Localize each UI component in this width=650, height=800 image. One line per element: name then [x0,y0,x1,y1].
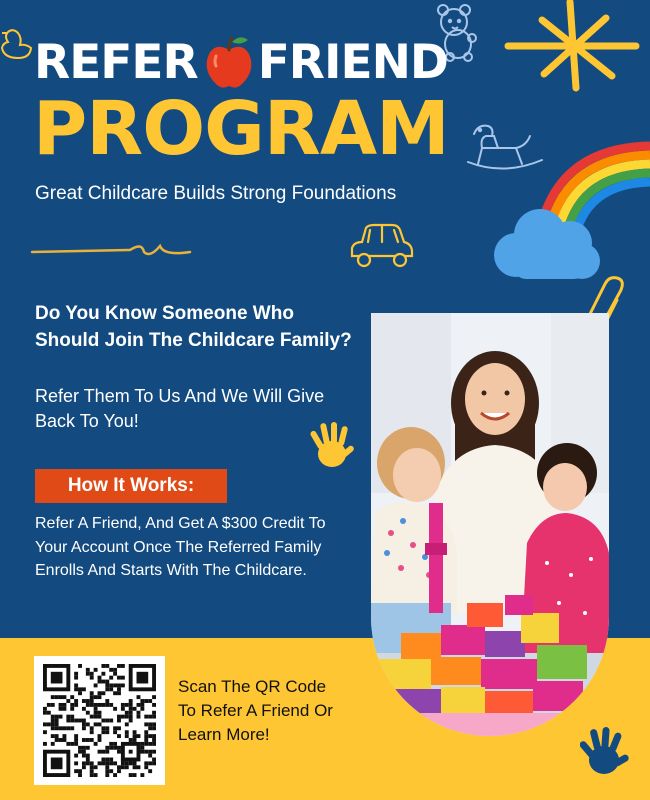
duck-icon [0,18,34,60]
qr-code-icon [42,664,157,777]
subtitle: Great Childcare Builds Strong Foundations [35,183,397,204]
title-line-1 [34,32,448,92]
qr-code[interactable] [34,656,165,785]
title-refer: REFER [34,34,198,90]
hand-print-icon [580,724,636,782]
refer-back-text: Refer Them To Us And We Will Give Back To You! [35,386,325,431]
qr-caption: Scan The QR Code To Refer A Friend Or Learn More! [178,677,333,744]
apple-icon [204,34,254,90]
how-it-works-text: Refer A Friend, And Get A $300 Credit To Your Account Once The Referred Family Enrolls And Starts With The Childcare. [35,515,326,579]
cloud-icon [488,205,603,285]
squiggle-icon [30,238,192,260]
how-it-works-badge: How It Works: [35,469,227,503]
car-icon [346,222,416,270]
title-program: PROGRAM [33,86,449,172]
title-friend: FRIEND [257,34,448,90]
question-heading: Do You Know Someone Who Should Join The Childcare Family? [35,303,352,351]
family-photo [371,313,609,736]
star-icon [504,0,644,92]
